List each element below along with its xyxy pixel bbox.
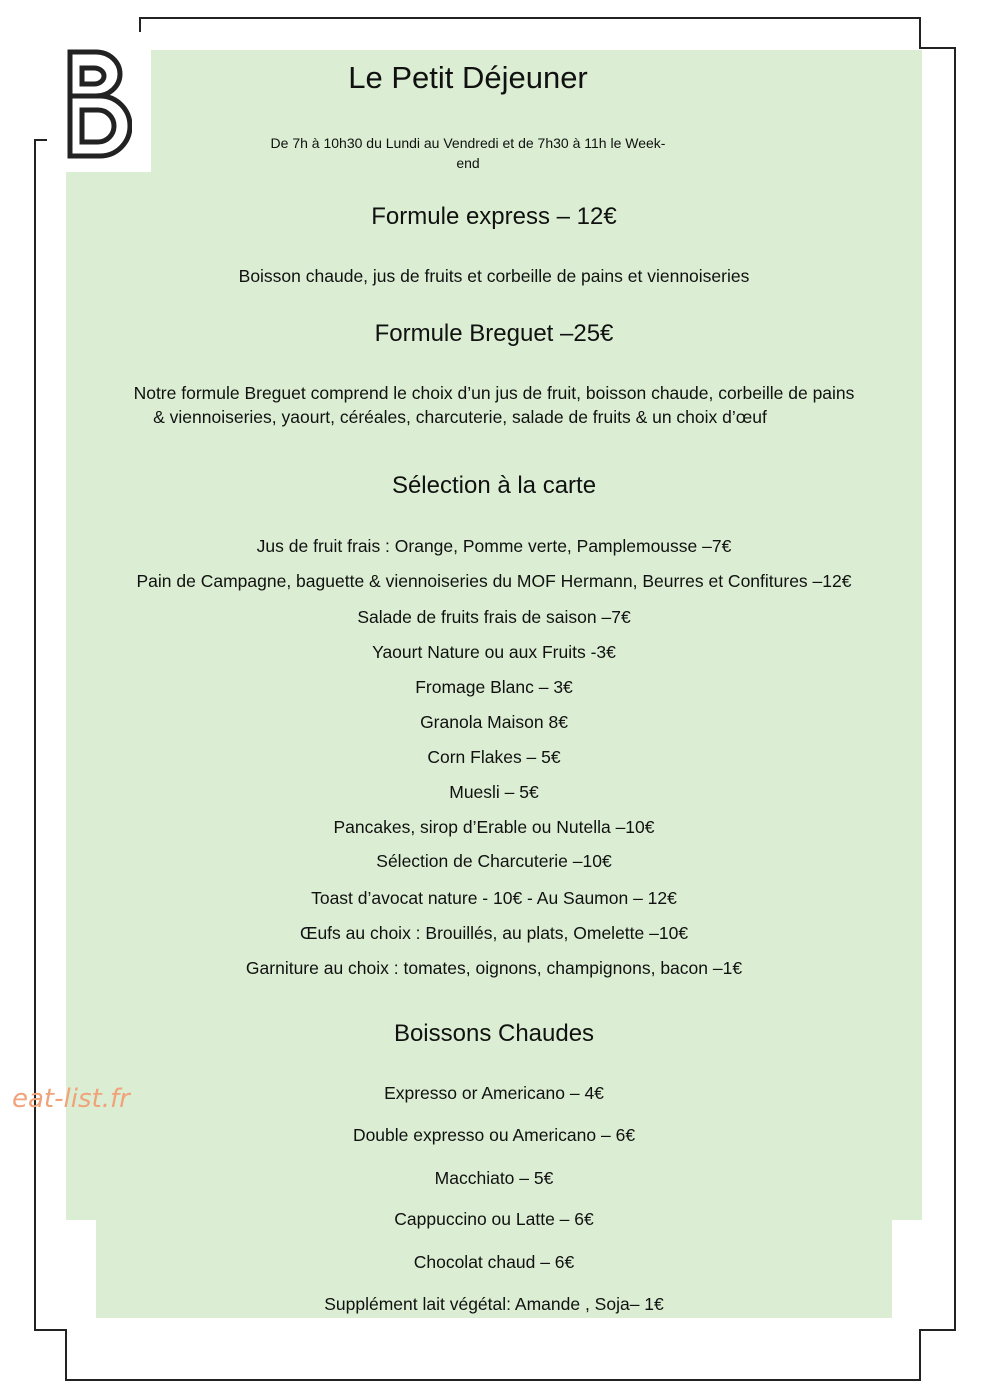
selection-item: Salade de fruits frais de saison –7€ — [357, 607, 631, 627]
formule-express-heading: Formule express – 12€ — [371, 203, 617, 230]
selection-item: Granola Maison 8€ — [420, 712, 568, 732]
formule-breguet-heading: Formule Breguet –25€ — [374, 320, 614, 347]
boisson-item: Double expresso ou Americano – 6€ — [352, 1125, 636, 1145]
watermark: eat-list.fr — [12, 1084, 130, 1114]
boisson-item: Macchiato – 5€ — [434, 1168, 554, 1188]
boisson-item: Expresso or Americano – 4€ — [384, 1083, 604, 1103]
selection-item: Fromage Blanc – 3€ — [415, 677, 573, 697]
selection-item: Œufs au choix : Brouillés, au plats, Omelette –10€ — [299, 923, 689, 943]
boisson-item: Supplément lait végétal: Amande , Soja– 1€ — [324, 1294, 664, 1314]
page-title: Le Petit Déjeuner — [348, 60, 588, 95]
selection-item: Jus de fruit frais : Orange, Pomme verte, Pamplemousse –7€ — [256, 536, 732, 556]
boisson-item: Chocolat chaud – 6€ — [413, 1252, 575, 1272]
formule-breguet-desc-line-2: & viennoiseries, yaourt, céréales, charcuterie, salade de fruits & un choix d’œuf — [153, 407, 767, 427]
hours-line-1: De 7h à 10h30 du Lundi au Vendredi et de 7h30 à 11h le Week- — [270, 135, 666, 151]
selection-item: Yaourt Nature ou aux Fruits -3€ — [372, 642, 616, 662]
boisson-item: Cappuccino ou Latte – 6€ — [394, 1209, 594, 1229]
selection-item: Corn Flakes – 5€ — [427, 747, 561, 767]
selection-item: Muesli – 5€ — [449, 782, 539, 802]
formule-breguet-desc-line-1: Notre formule Breguet comprend le choix d’un jus de fruit, boisson chaude, corbeille de pains — [133, 383, 855, 403]
hours-line-2: end — [456, 155, 480, 171]
selection-item: Pancakes, sirop d’Erable ou Nutella –10€ — [333, 817, 655, 837]
boissons-heading: Boissons Chaudes — [393, 1020, 595, 1047]
selection-item: Pain de Campagne, baguette & viennoiseries du MOF Hermann, Beurres et Confitures –12€ — [136, 571, 852, 591]
formule-express-description: Boisson chaude, jus de fruits et corbeille de pains et viennoiseries — [238, 266, 750, 286]
opening-hours — [40, 133, 896, 173]
selection-heading: Sélection à la carte — [391, 472, 597, 499]
selection-item: Garniture au choix : tomates, oignons, champignons, bacon –1€ — [245, 958, 743, 978]
selection-item: Toast d’avocat nature - 10€ - Au Saumon – 12€ — [311, 888, 677, 908]
selection-item: Sélection de Charcuterie –10€ — [376, 851, 612, 871]
